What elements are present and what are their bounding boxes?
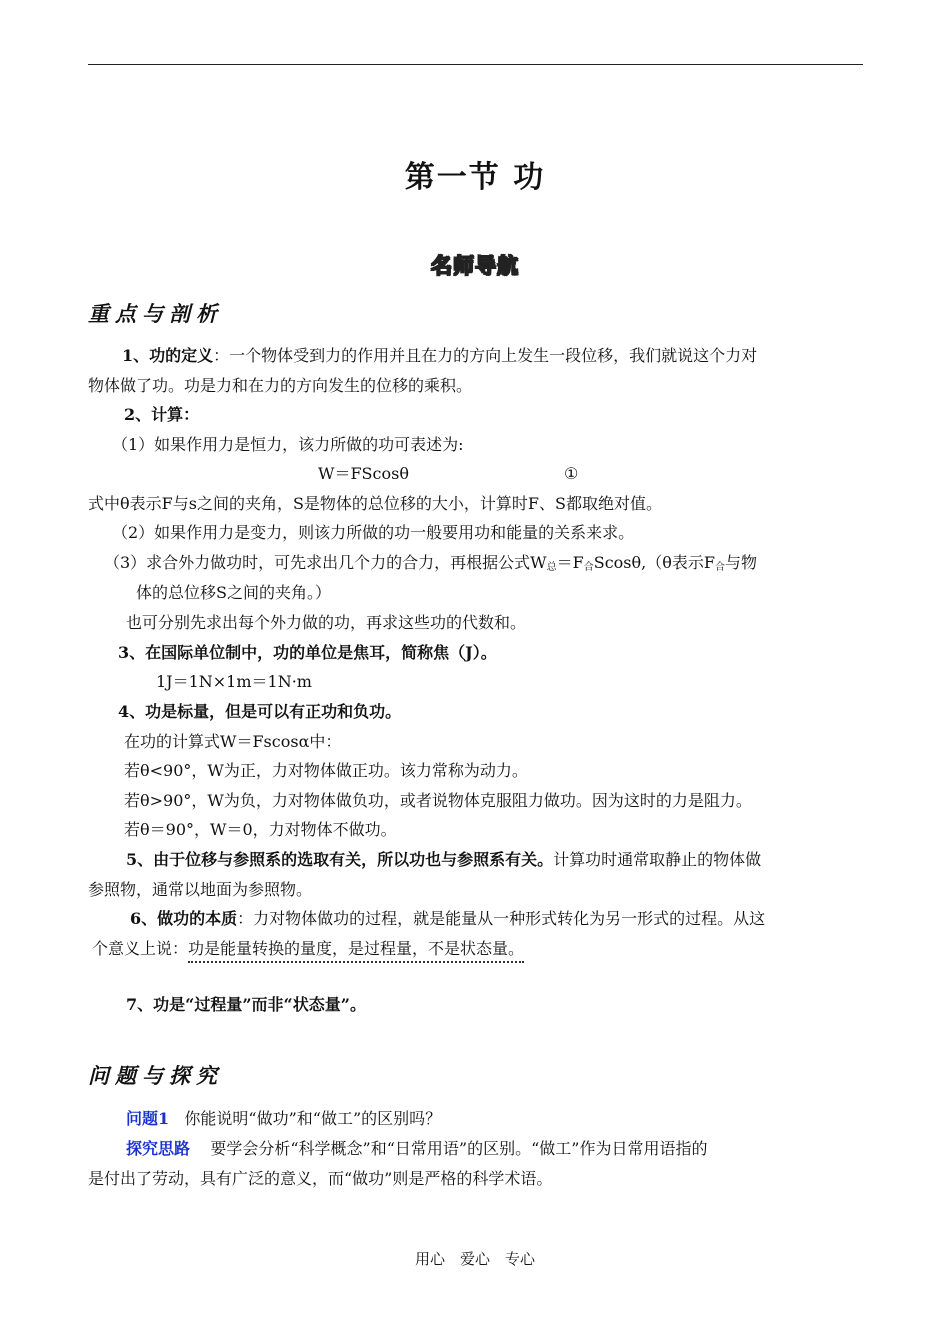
answer-1-line-1	[126, 1138, 707, 1160]
p2-label: 2、计算：	[124, 405, 200, 424]
answer-1-line-2: 是付出了劳动，具有广泛的意义，而“做功”则是严格的科学术语。	[88, 1169, 553, 1188]
p5-rest: 计算功时通常取静止的物体做	[553, 850, 762, 869]
p2-3d: 与物	[724, 553, 757, 572]
paragraph-1-line-1	[122, 345, 757, 367]
p6-text: ：力对物体做功的过程，就是能量从一种形式转化为另一形式的过程。从这	[237, 909, 766, 928]
paragraph-2-3	[104, 552, 757, 579]
question-1-text: 你能说明“做功”和“做工”的区别吗？	[184, 1109, 442, 1128]
p6-label: 6、做功的本质	[130, 909, 238, 928]
p4-text: 4、功是标量，但是可以有正功和负功。	[118, 702, 402, 721]
formula-work: W＝FScosθ	[318, 464, 409, 483]
page-title: 第一节 功	[404, 160, 546, 195]
paragraph-4-2: 若θ<90°，W为正，力对物体做正功。该力常称为动力。	[124, 761, 528, 780]
section-heading-key-points: 重点与剖析	[88, 301, 223, 326]
sub-zong: 总	[546, 562, 557, 573]
p1-text: ：一个物体受到力的作用并且在力的方向上发生一段位移，我们就说这个力对	[213, 346, 758, 365]
section-badge	[0, 250, 950, 280]
p1-label: 1、功的定义	[122, 346, 214, 365]
answer-1-text: 要学会分析“科学概念”和“日常用语”的区别。“做工”作为日常用语指的	[210, 1139, 708, 1158]
paragraph-2-1b: 式中θ表示F与s之间的夹角，S是物体的总位移的大小，计算时F、S都取绝对值。	[88, 494, 662, 513]
paragraph-4-4: 若θ＝90°，W＝0，力对物体不做功。	[124, 820, 397, 839]
paragraph-2-2: （2）如果作用力是变力，则该力所做的功一般要用功和能量的关系来求。	[112, 523, 635, 542]
paragraph-2-4: 也可分别先求出每个外力做的功，再求这些功的代数和。	[126, 613, 527, 632]
paragraph-4-3: 若θ>90°，W为负，力对物体做负功，或者说物体克服阻力做功。因为这时的力是阻力。	[124, 791, 752, 810]
sub-he-2: 合	[714, 562, 725, 573]
paragraph-1-line-2: 物体做了功。功是力和在力的方向发生的位移的乘积。	[88, 376, 473, 395]
p3-text: 3、在国际单位制中，功的单位是焦耳，简称焦（J）。	[118, 643, 497, 662]
sub-he-1: 合	[583, 562, 594, 573]
paragraph-2-3-cont: 体的总位移S之间的夹角。）	[136, 583, 331, 602]
badge-text: 名师导航	[431, 253, 519, 278]
p7-text: 7、功是“过程量”而非“状态量”。	[126, 995, 366, 1014]
paragraph-3	[118, 642, 497, 664]
paragraph-4-1: 在功的计算式W＝Fscosα中：	[124, 732, 342, 751]
formula-number: ①	[564, 464, 579, 483]
paragraph-6-line-1	[130, 908, 765, 930]
p2-3c: Scosθ,（θ表示F	[593, 553, 715, 572]
paragraph-5-line-1	[126, 849, 761, 871]
paragraph-6-line-2	[92, 938, 524, 960]
paragraph-7	[126, 994, 366, 1016]
paragraph-3-formula: 1J＝1N×1m＝1N·m	[156, 672, 312, 691]
question-1-label: 问题1	[126, 1109, 170, 1128]
paragraph-2-1: （1）如果作用力是恒力，该力所做的功可表述为:	[112, 435, 464, 454]
p2-3b: ＝F	[556, 553, 584, 572]
question-1	[126, 1108, 441, 1130]
p2-3a: （3）求合外力做功时，可先求出几个力的合力，再根据公式W	[104, 553, 547, 572]
answer-1-label: 探究思路	[126, 1139, 191, 1158]
p5-bold: 5、由于位移与参照系的选取有关，所以功也与参照系有关。	[126, 850, 554, 869]
p6-emphasis: 功是能量转换的量度，是过程量，不是状态量。	[188, 939, 524, 963]
paragraph-2-heading	[124, 404, 199, 426]
paragraph-5-line-2: 参照物，通常以地面为参照物。	[88, 880, 313, 899]
header-rule	[88, 64, 863, 65]
section-heading-questions: 问题与探究	[88, 1063, 223, 1088]
paragraph-4	[118, 701, 401, 723]
p6-line2a: 个意义上说：	[92, 939, 189, 958]
page-footer: 用心 爱心 专心	[414, 1250, 535, 1268]
